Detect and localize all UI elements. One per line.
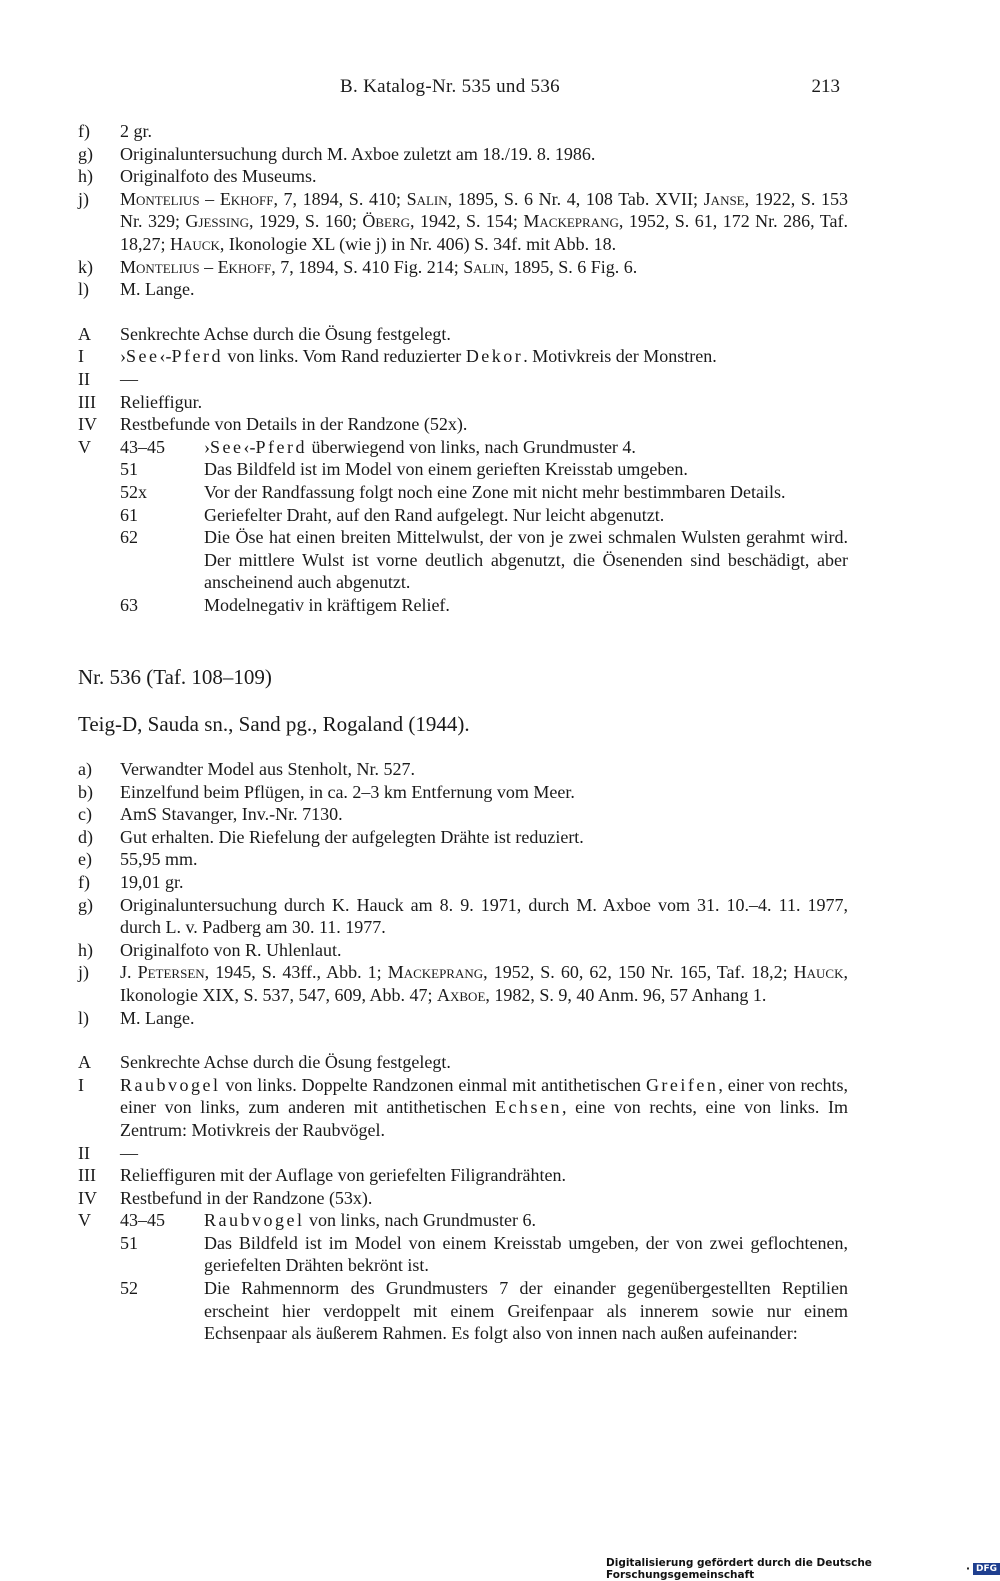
entry-label: A [78,323,91,344]
dfg-logo: DFG [973,1563,1000,1575]
catalog-entry [78,758,848,781]
entry-text: J. Petersen, 1945, S. 43ff., Abb. 1; Mackeprang, 1952, S. 60, 62, 150 Nr. 165, Taf. 18,2; Hauck, Ikonologie XIX, S. 537, 547, 609, Abb. 47; Axboe, 1982, S. 9, 40 Anm. 96, 57 Anhang 1. [120,962,848,1005]
entry-text: Montelius – Ekhoff, 7, 1894, S. 410 Fig. 214; Salin, 1895, S. 6 Fig. 6. [120,256,638,277]
entry-label: h) [78,166,93,187]
entry-label: A [78,1052,91,1073]
entry-label: g) [78,894,93,915]
description-entry [78,391,848,414]
v-label [78,1277,120,1345]
entry-text: Restbefunde von Details in der Randzone (52x). [120,414,468,435]
v-label: V [78,436,91,457]
entry-label: III [78,1165,96,1186]
entry-text: Originaluntersuchung durch K. Hauck am 8. 9. 1971, durch M. Axboe vom 31. 10.–4. 11. 1977, durch L. v. Padberg am 30. 11. 1977. [120,894,848,938]
description-entry [78,1074,848,1142]
feature-code: 52x [120,481,147,502]
entry-label: k) [78,256,93,277]
entry-label: II [78,368,90,389]
entry-text: Montelius – Ekhoff, 7, 1894, S. 410; Salin, 1895, S. 6 Nr. 4, 108 Tab. XVII; Janse, 1922, S. 153 Nr. 329; Gjessing, 1929, S. 160; Öberg, 1942, S. 154; Mackeprang, 1952, S. 61, 172 Nr. 286, Taf. 18,27; Hauck, Ikonologie XL (wie j) in Nr. 406) S. 34f. mit Abb. 18. [120,188,849,254]
entry-label: II [78,1142,90,1163]
entry-text: Relieffiguren mit der Auflage von geriefelten Filigrandrähten. [120,1165,567,1186]
entry-text: M. Lange. [120,279,195,300]
catalog-entry [78,939,848,962]
description-entry [78,1187,848,1210]
entry-label: d) [78,826,93,847]
entry-text: — [120,1142,138,1163]
entry-label: b) [78,781,93,802]
entry-text: Originalfoto von R. Uhlenlaut. [120,939,342,960]
v-entry [78,504,848,527]
v-entry [78,481,848,504]
feature-code: 51 [120,459,138,480]
catalog-entry [78,781,848,804]
catalog-entry [78,803,848,826]
v-entry [78,1277,848,1345]
feature-text: Geriefelter Draht, auf den Rand aufgelegt. Nur leicht abgenutzt. [204,504,665,525]
entry-label: I [78,1074,84,1095]
v-entry [78,594,848,617]
description-entry [78,1164,848,1187]
entry-label: f) [78,121,90,141]
feature-text: ›See‹-Pferd überwiegend von links, nach Grundmuster 4. [204,436,636,457]
description-entry [78,1142,848,1165]
description-entry [78,323,848,346]
entry-text: Verwandter Model aus Stenholt, Nr. 527. [120,759,415,779]
entry-text: ›See‹-Pferd von links. Vom Rand reduzierter Dekor. Motivkreis der Monstren. [120,346,717,367]
catalog-entry [78,1007,848,1030]
v-label [78,526,120,594]
footer-credit: Digitalisierung gefördert durch die Deutsche Forschungsgemeinschaft · DFG [606,1557,1000,1581]
catalog-entry [78,961,848,1006]
feature-code: 51 [120,1232,138,1253]
catalog-entry [78,848,848,871]
catalog-536-place: Teig-D, Sauda sn., Sand pg., Rogaland (1944). [78,712,470,736]
entry-text: Senkrechte Achse durch die Ösung festgelegt. [120,323,451,344]
entry-label: j) [78,962,89,983]
v-entry [78,526,848,594]
entry-text: 2 gr. [120,121,153,141]
v-entry [78,1209,848,1232]
entry-text: Einzelfund beim Pflügen, in ca. 2–3 km Entfernung vom Meer. [120,781,575,802]
entry-text: Gut erhalten. Die Riefelung der aufgelegten Drähte ist reduziert. [120,826,584,847]
v-label [78,594,120,617]
entry-text: Senkrechte Achse durch die Ösung festgelegt. [120,1052,451,1073]
catalog-536-body [78,758,848,1345]
entry-text: Raubvogel von links. Doppelte Randzonen einmal mit antithetischen Greifen, einer von rechts, einer von links, zum anderen mit antithetischen Echsen, eine von rechts, eine von links. Im Zentrum: Motivkreis der Raubvögel. [120,1074,848,1140]
entry-text: Originalfoto des Museums. [120,166,317,187]
catalog-entry [78,188,848,256]
feature-text: Die Rahmennorm des Grundmusters 7 der einander gegenübergestellten Reptilien erscheint hier verdoppelt mit einem Greifenpaar als innerem sowie nur einem Echsenpaar als äußerem Rahmen. Es folgt also von innen nach außen aufeinander: [204,1278,848,1344]
v-entry [78,1232,848,1277]
feature-text: Raubvogel von links, nach Grundmuster 6. [204,1210,536,1231]
entry-label: IV [78,414,97,435]
description-entry [78,345,848,368]
feature-code: 43–45 [120,436,165,457]
running-title: B. Katalog-Nr. 535 und 536 [340,76,560,97]
entry-label: a) [78,759,92,779]
v-entry [78,436,848,459]
feature-code: 52 [120,1278,138,1299]
v-label: V [78,1210,91,1231]
catalog-535-continued [78,120,848,616]
catalog-entry [78,826,848,849]
entry-text: — [120,368,138,389]
catalog-536-heading: Nr. 536 (Taf. 108–109) [78,665,272,689]
entry-text: Restbefund in der Randzone (53x). [120,1187,373,1208]
entry-text: M. Lange. [120,1007,195,1028]
feature-text: Vor der Randfassung folgt noch eine Zone mit nicht mehr bestimmbaren Details. [204,481,786,502]
feature-code: 43–45 [120,1210,165,1231]
catalog-entry [78,894,848,939]
feature-code: 63 [120,594,138,615]
entry-label: l) [78,279,89,300]
feature-text: Modelnegativ in kräftigem Relief. [204,594,450,615]
entry-text: 19,01 gr. [120,871,184,892]
entry-text: Originaluntersuchung durch M. Axboe zuletzt am 18./19. 8. 1986. [120,143,596,164]
catalog-entry [78,120,848,143]
catalog-entry [78,278,848,301]
v-label [78,481,120,504]
description-entry [78,1051,848,1074]
entry-label: h) [78,939,93,960]
entry-label: e) [78,849,92,870]
entry-text: AmS Stavanger, Inv.-Nr. 7130. [120,804,343,825]
footer-text: Digitalisierung gefördert durch die Deutsche Forschungsgemeinschaft [606,1557,872,1581]
entry-label: IV [78,1187,97,1208]
entry-label: c) [78,804,92,825]
entry-label: I [78,346,84,367]
entry-label: l) [78,1007,89,1028]
entry-label: j) [78,188,89,209]
v-label [78,1232,120,1277]
v-label [78,458,120,481]
catalog-entry [78,871,848,894]
entry-label: g) [78,143,93,164]
feature-code: 61 [120,504,138,525]
entry-text: Relieffigur. [120,391,203,412]
feature-text: Die Öse hat einen breiten Mittelwulst, der von je zwei schmalen Wulsten gerahmt wird. Der mittlere Wulst ist vorne deutlich abgenutzt, die Ösenenden sind beschädigt, aber anscheinend auch abgenutzt. [204,527,848,593]
feature-code: 62 [120,527,138,548]
v-label [78,504,120,527]
catalog-entry [78,143,848,166]
page-number: 213 [811,76,840,97]
catalog-entry [78,256,848,279]
description-entry [78,413,848,436]
feature-text: Das Bildfeld ist im Model von einem Kreisstab umgeben, der von zwei geflochtenen, geriefelten Drähten bekrönt ist. [204,1232,848,1276]
v-entry [78,458,848,481]
entry-label: III [78,391,96,412]
entry-label: f) [78,871,90,892]
catalog-entry [78,165,848,188]
feature-text: Das Bildfeld ist im Model von einem gerieften Kreisstab umgeben. [204,459,688,480]
description-entry [78,368,848,391]
entry-text: 55,95 mm. [120,849,198,870]
